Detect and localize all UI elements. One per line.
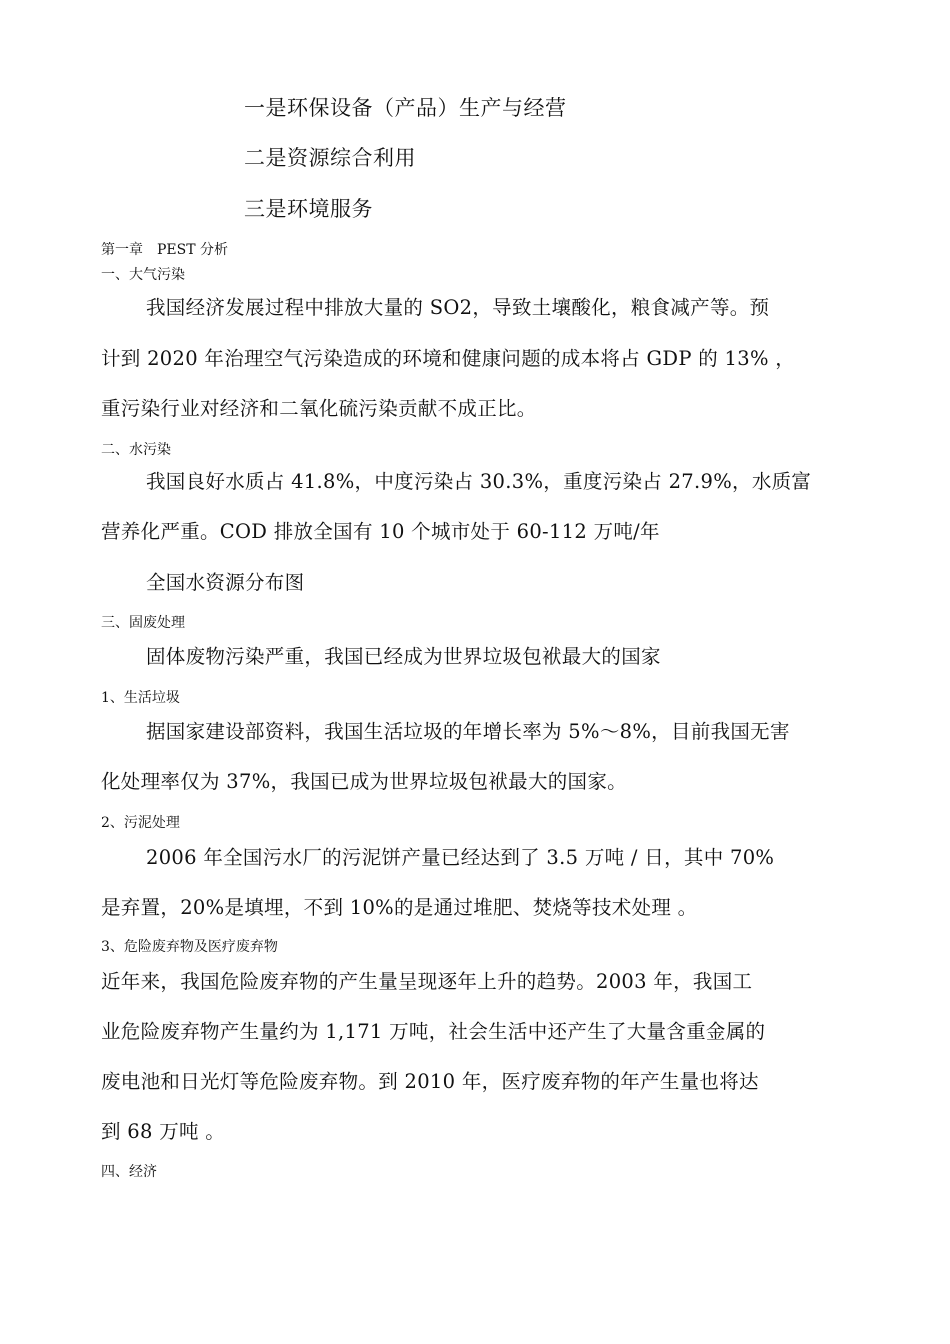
hazard-waste-line: 业危险废弃物产生量约为 1,171 万吨，社会生活中还产生了大量含重金属的 xyxy=(101,1020,766,1043)
household-waste-heading: 1、生活垃圾 xyxy=(101,690,180,706)
water-paragraph-line: 营养化严重。COD 排放全国有 10 个城市处于 60-112 万吨/年 xyxy=(101,520,660,543)
air-paragraph-line: 重污染行业对经济和二氧化硫污染贡献不成正比。 xyxy=(101,397,537,420)
intro-item-2: 二是资源综合利用 xyxy=(244,146,416,170)
hazard-waste-line: 近年来，我国危险废弃物的产生量呈现逐年上升的趋势。2003 年，我国工 xyxy=(101,970,753,993)
hazard-waste-line: 废电池和日光灯等危险废弃物。到 2010 年，医疗废弃物的年产生量也将达 xyxy=(101,1070,759,1093)
sludge-line: 是弃置，20%是填埋，不到 10%的是通过堆肥、焚烧等技术处理 。 xyxy=(101,896,698,919)
solid-waste-heading: 三、固废处理 xyxy=(101,615,185,631)
sludge-heading: 2、污泥处理 xyxy=(101,815,180,831)
economy-heading: 四、经济 xyxy=(101,1164,157,1180)
chapter-title: 第一章 PEST 分析 xyxy=(101,242,229,258)
water-heading: 二、水污染 xyxy=(101,442,171,458)
sludge-line: 2006 年全国污水厂的污泥饼产量已经达到了 3.5 万吨 / 日，其中 70% xyxy=(146,846,775,869)
hazard-waste-heading: 3、危险废弃物及医疗废弃物 xyxy=(101,939,278,955)
intro-item-1: 一是环保设备（产品）生产与经营 xyxy=(244,96,567,120)
solid-waste-intro: 固体废物污染严重，我国已经成为世界垃圾包袱最大的国家 xyxy=(146,645,661,668)
water-paragraph-line: 我国良好水质占 41.8%，中度污染占 30.3%，重度污染占 27.9%，水质富 xyxy=(146,470,812,493)
household-waste-line: 据国家建设部资料，我国生活垃圾的年增长率为 5%～8%，目前我国无害 xyxy=(146,720,790,743)
air-paragraph-line: 我国经济发展过程中排放大量的 SO2，导致土壤酸化，粮食减产等。预 xyxy=(146,296,770,319)
hazard-waste-line: 到 68 万吨 。 xyxy=(101,1120,226,1143)
intro-item-3: 三是环境服务 xyxy=(244,197,373,221)
household-waste-line: 化处理率仅为 37%，我国已成为世界垃圾包袱最大的国家。 xyxy=(101,770,627,793)
water-map-caption: 全国水资源分布图 xyxy=(146,571,305,594)
air-paragraph-line: 计到 2020 年治理空气污染造成的环境和健康问题的成本将占 GDP 的 13% ， xyxy=(101,347,796,370)
air-heading: 一、大气污染 xyxy=(101,267,185,283)
